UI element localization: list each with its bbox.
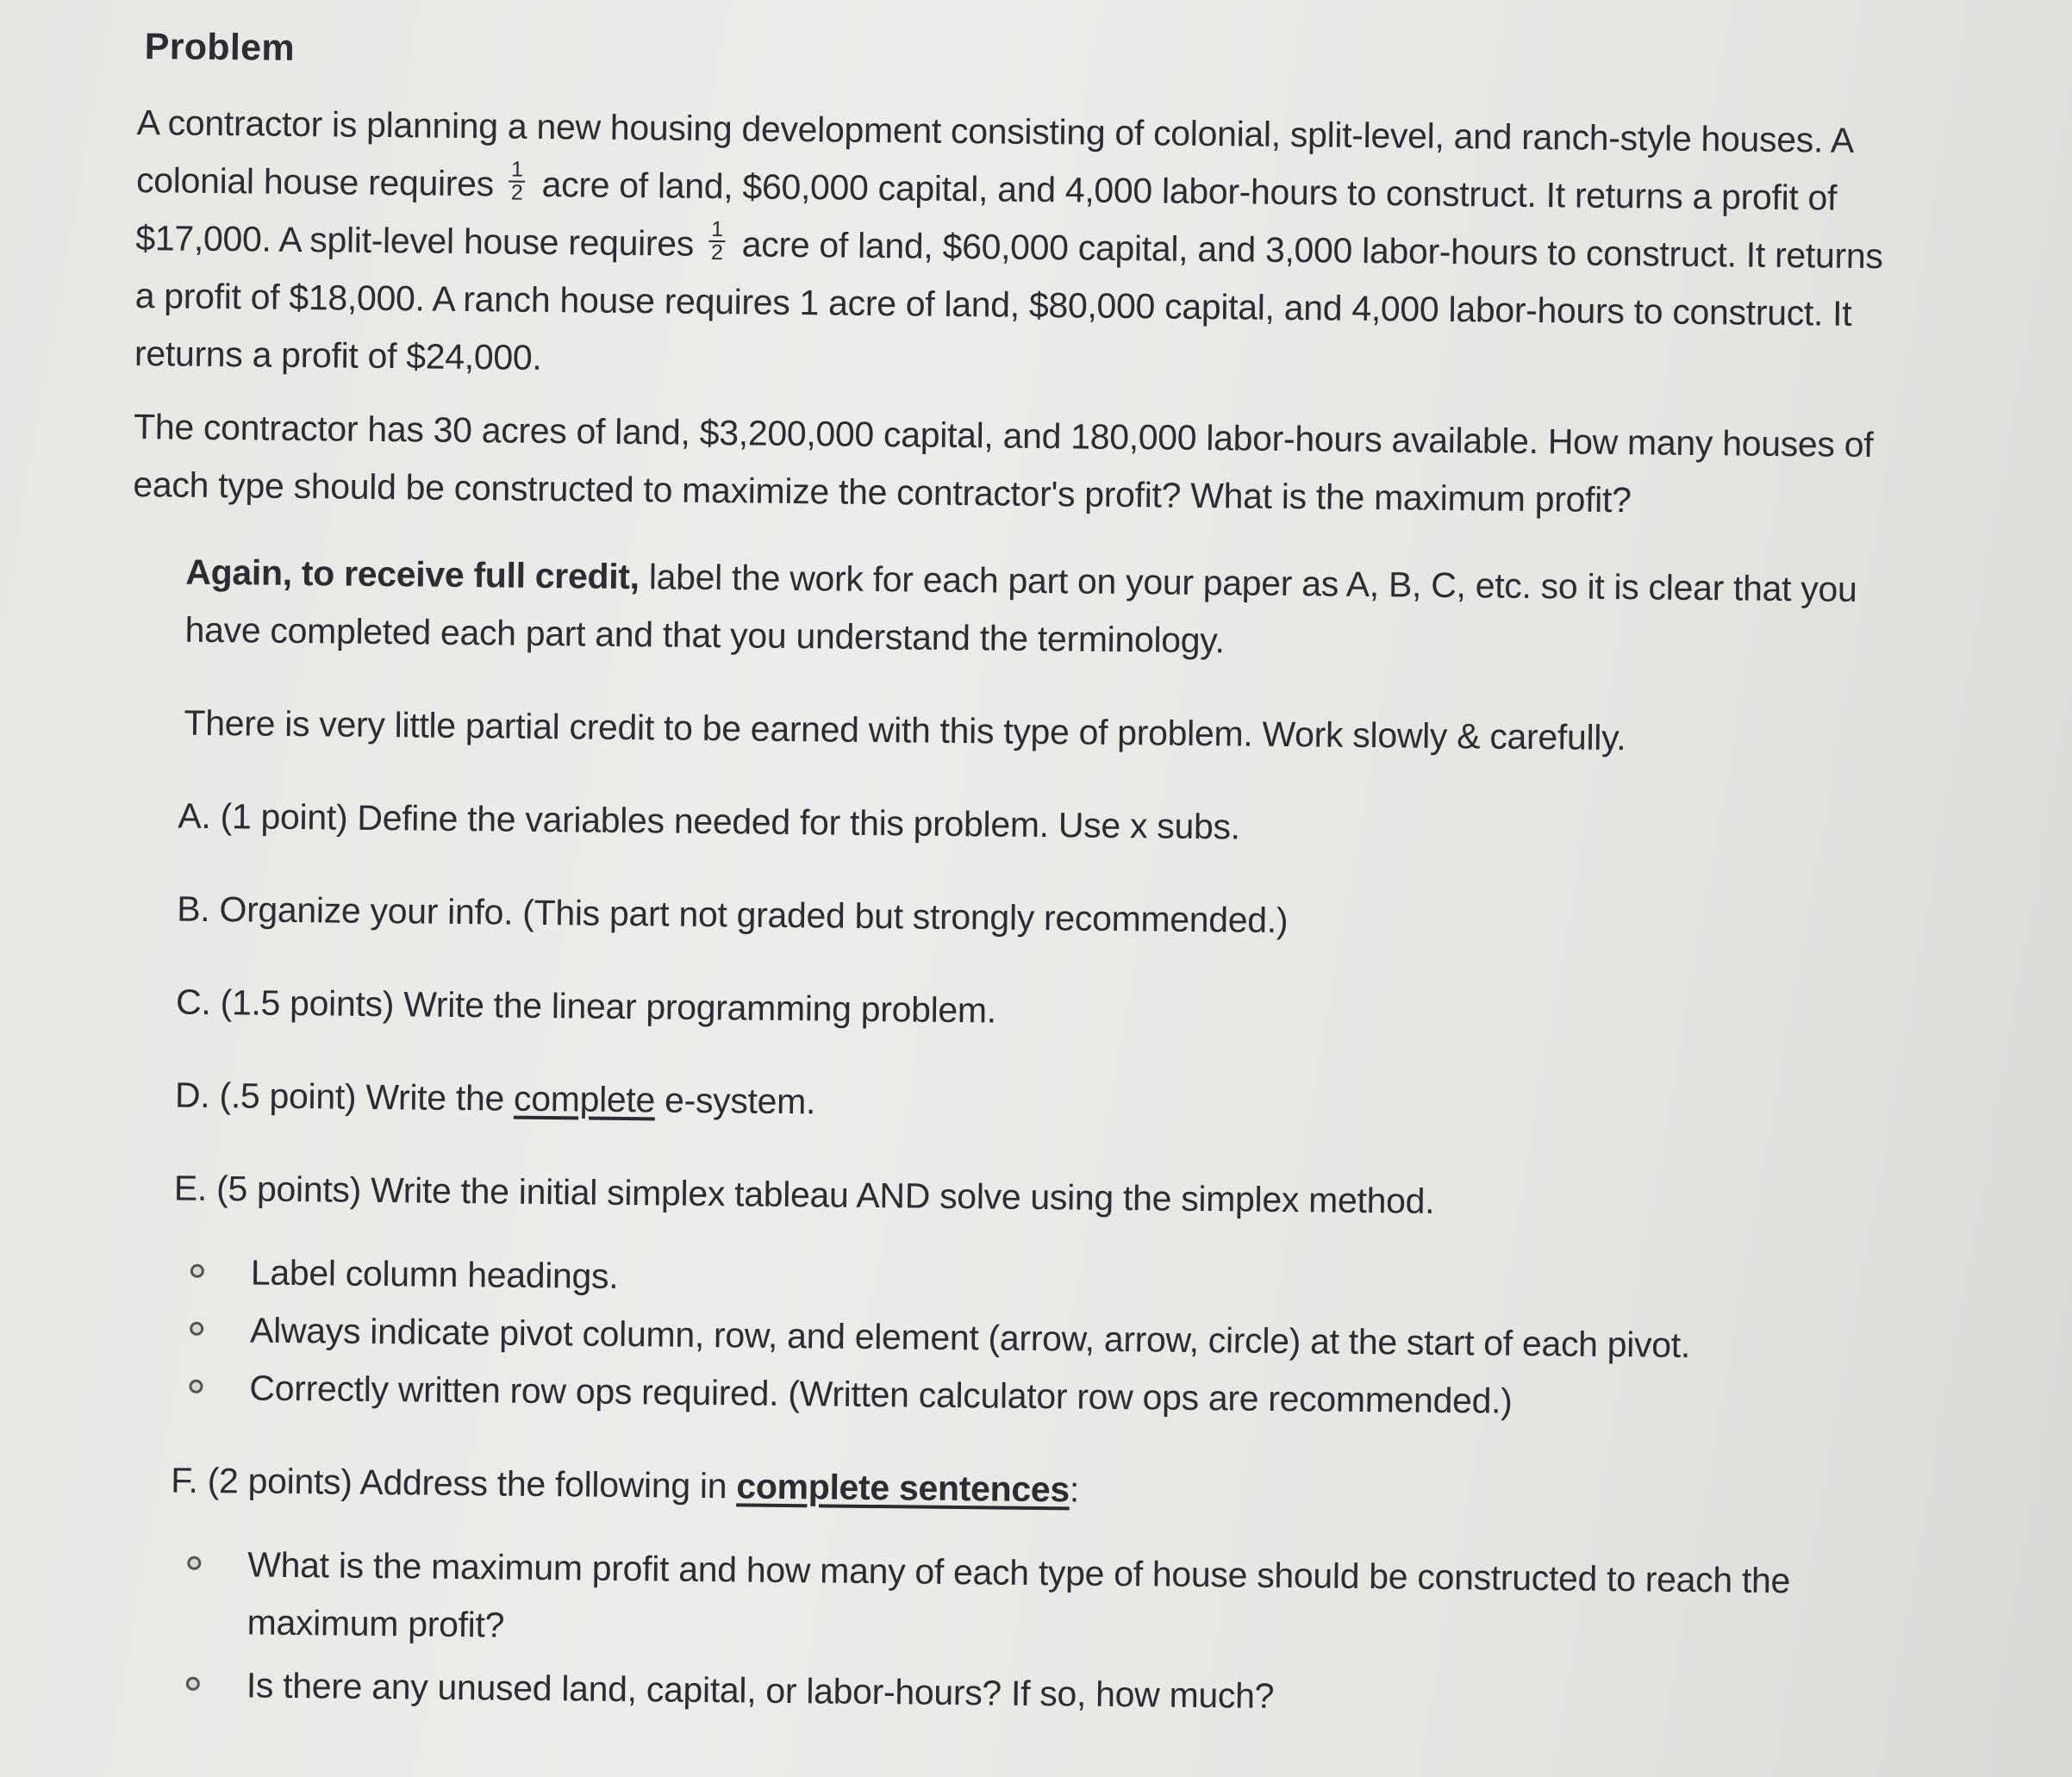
part-f-suffix: : [1069, 1469, 1080, 1510]
list-item [121, 1535, 1928, 1669]
fraction-numerator: 1 [708, 219, 726, 242]
problem-text-2: acre of land, $60,000 capital, and 4,000 labor-hours to construct. It returns a profit of $17,000. A split-level house requires [135, 164, 1838, 264]
instruction-text: label the work for each part on your paper as A, B, C, etc. so it is clear that you have completed each part and that you understand the terminology. [184, 557, 1857, 661]
part-f-bullets [120, 1535, 1932, 1732]
instruction-paragraph [184, 544, 1935, 677]
bullet-icon [186, 1677, 200, 1691]
bullet-text: What is the maximum profit and how many of each type of house should be constructed to reach the maximum profit? [247, 1544, 1791, 1645]
bullet-icon [189, 1380, 203, 1394]
part-f-prefix: F. (2 points) Address the following in [171, 1460, 727, 1506]
part-e: E. (5 points) Write the initial simplex tableau AND solve using the simplex method. [173, 1168, 1435, 1221]
instruction-bold: Again, to receive full credit, [185, 552, 640, 597]
bullet-text: Correctly written row ops required. (Written calculator row ops are recommended.) [249, 1368, 1513, 1421]
part-b: B. Organize your info. (This part not graded but strongly recommended.) [177, 888, 1289, 941]
problem-heading: Problem [144, 26, 296, 69]
fraction-numerator: 1 [509, 159, 526, 183]
list-item [120, 1655, 1927, 1732]
problem-text-1: A contractor is planning a new housing development consisting of colonial, split-level, and ranch-style houses. A colonial house requires [135, 102, 1852, 204]
fraction-denominator: 2 [510, 180, 523, 205]
part-d-suffix: e-system. [664, 1080, 816, 1122]
part-f-underlined: complete sentences [736, 1466, 1070, 1510]
bullet-icon [190, 1264, 204, 1278]
part-d-prefix: D. (.5 point) Write the [174, 1075, 505, 1119]
partial-credit-note: There is very little partial credit to be earned with this type of problem. Work slowly & carefully. [184, 702, 1626, 758]
part-e-bullets [123, 1243, 1935, 1435]
bullet-text: Is there any unused land, capital, or labor-hours? If so, how much? [246, 1665, 1275, 1716]
problem-text-3: acre of land, $60,000 capital, and 3,000 labor-hours to construct. It returns a profit of $18,000. A ranch house requires 1 acre of land, $80,000 capital, and 4,000 labor-hours to construct. It returns a profit of $24,000. [134, 224, 1883, 377]
problem-description [134, 94, 1913, 402]
bullet-icon [187, 1556, 201, 1570]
problem-constraints: The contractor has 30 acres of land, $3,200,000 capital, and 180,000 labor-hours available. How many houses of each type should be constructed to maximize the contractor's profit? What is the maximum profit? [133, 406, 1874, 521]
bullet-text: Always indicate pivot column, row, and element (arrow, arrow, circle) at the start of each pivot. [249, 1310, 1691, 1365]
document-page [120, 26, 1948, 1761]
bullet-icon [190, 1322, 203, 1336]
part-c: C. (1.5 points) Write the linear programming problem. [175, 982, 997, 1031]
part-d [175, 1067, 1938, 1143]
bullet-text: Label column headings. [250, 1252, 619, 1296]
fraction-denominator: 2 [710, 240, 723, 265]
part-a: A. (1 point) Define the variables needed for this problem. Use x subs. [178, 795, 1241, 847]
part-d-underlined: complete [513, 1078, 656, 1120]
part-f [171, 1451, 1933, 1527]
fraction-one-half [708, 219, 726, 264]
fraction-one-half [509, 159, 526, 204]
